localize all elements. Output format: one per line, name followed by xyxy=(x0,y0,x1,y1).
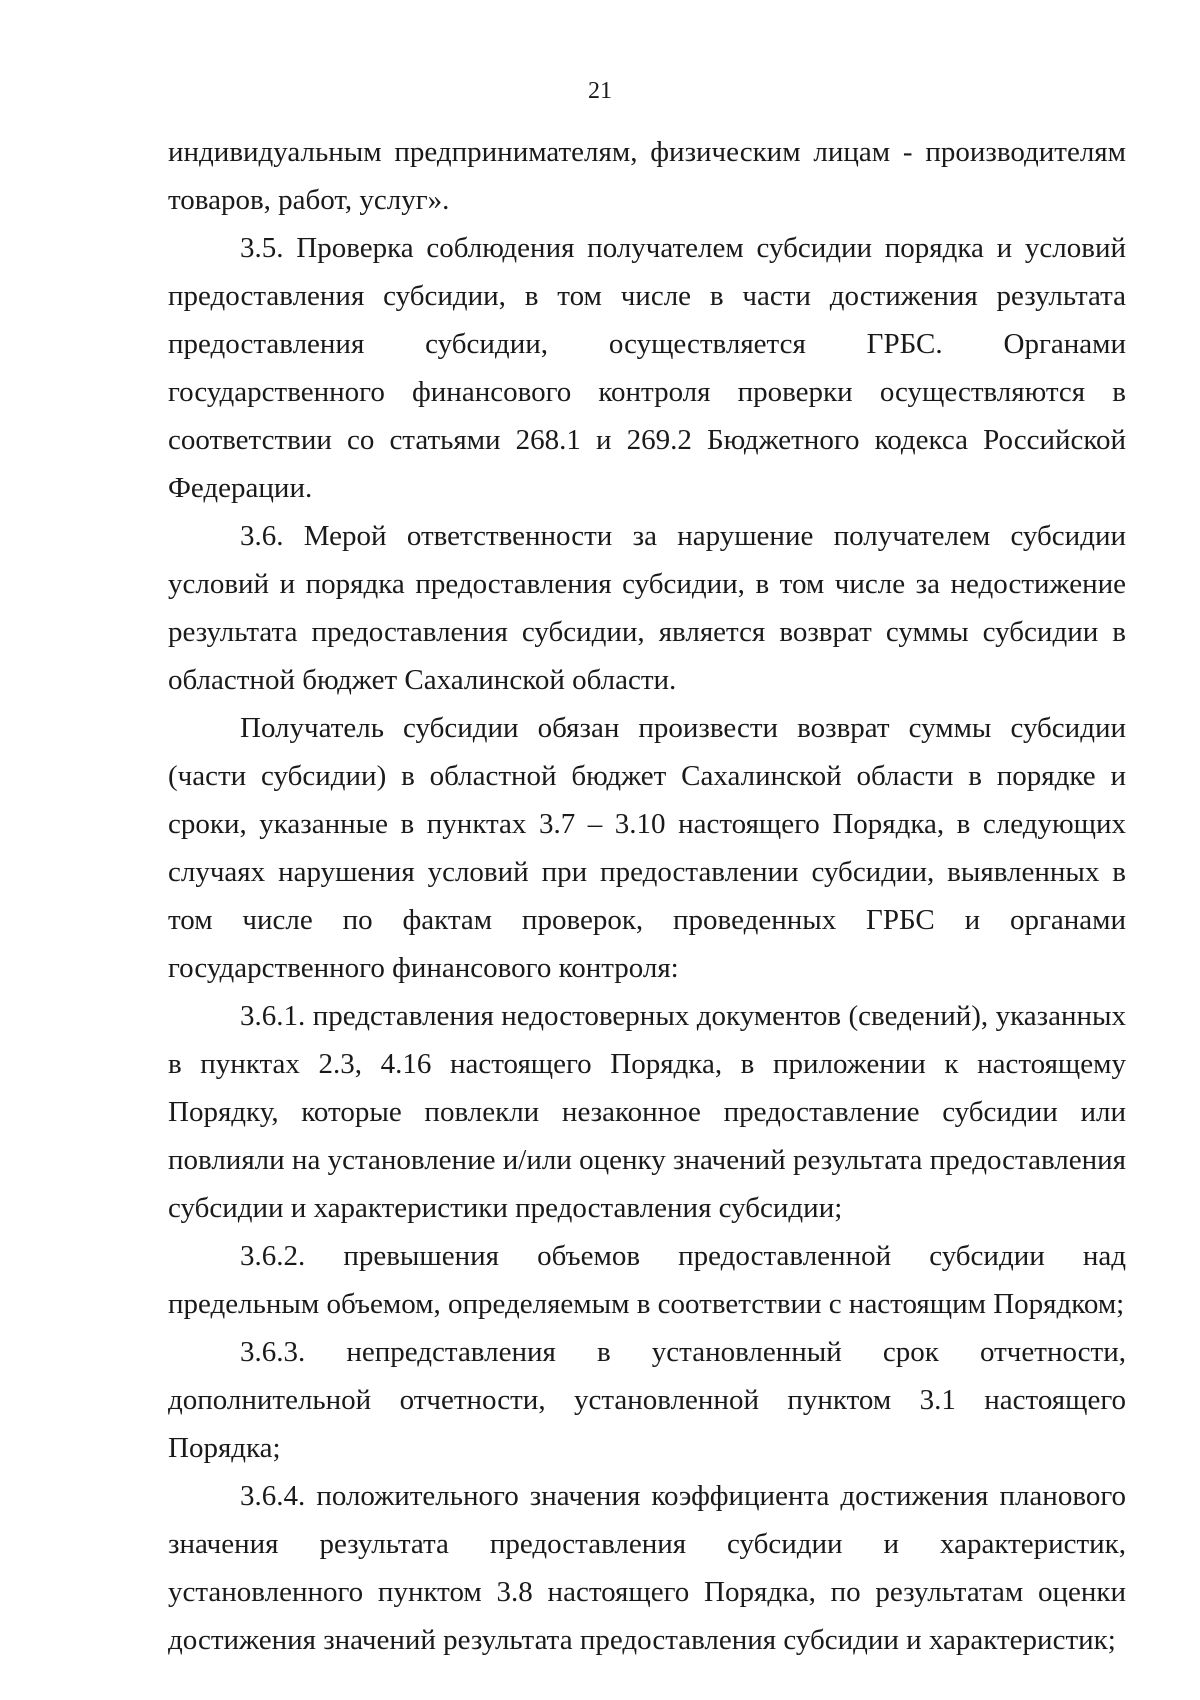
paragraph-3-6: 3.6. Мерой ответственности за нарушение получателем субсидии условий и порядка предоставления субсидии, в том числе за недостижение результата предоставления субсидии, является возврат суммы субсидии в областной бюджет Сахалинской области. xyxy=(168,520,1126,696)
paragraph-3-5: 3.5. Проверка соблюдения получателем субсидии порядка и условий предоставления субсидии, в том числе в части достижения результата предоставления субсидии, осуществляется ГРБС. Органами государственного финансового контроля проверки осуществляются в соответствии со статьями 268.1 и 269.2 Бюджетного кодекса Российской Федерации. xyxy=(168,232,1126,504)
paragraph-3-6-3-line-1: 3.6.3. непредставления в установленный срок отчетности, xyxy=(240,1336,1126,1368)
paragraph-continuation: индивидуальным предпринимателям, физическим лицам - производителям товаров, работ, услуг». xyxy=(168,136,1126,216)
paragraph-3-6-1: 3.6.1. представления недостоверных документов (сведений), указанных в пунктах 2.3, 4.16 настоящего Порядка, в приложении к настоящему Порядку, которые повлекли незаконное предоставление субсидии или повлияли на установление и/или оценку значений результата предоставления субсидии и характеристики предоставления субсидии; xyxy=(168,1000,1126,1224)
page-number: 21 xyxy=(588,78,612,104)
paragraph-return-obligation: Получатель субсидии обязан произвести возврат суммы субсидии (части субсидии) в областной бюджет Сахалинской области в порядке и сроки, указанные в пунктах 3.7 – 3.10 настоящего Порядка, в следующих случаях нарушения условий при предоставлении субсидии, выявленных в том числе по фактам проверок, проведенных ГРБС и органами государственного финансового контроля: xyxy=(168,712,1126,984)
paragraph-3-6-4: 3.6.4. положительного значения коэффициента достижения планового значения результата предоставления субсидии и характеристик, установленного пунктом 3.8 настоящего Порядка, по результатам оценки достижения значений результата предоставления субсидии и характеристик; xyxy=(168,1480,1126,1656)
paragraph-3-6-3 xyxy=(168,1328,1126,1472)
document-body xyxy=(168,128,1126,1664)
paragraph-3-6-2: 3.6.2. превышения объемов предоставленной субсидии над предельным объемом, определяемым в соответствии с настоящим Порядком; xyxy=(168,1240,1126,1320)
paragraph-3-6-3-line-2: дополнительной отчетности, установленной пунктом 3.1 настоящего Порядка; xyxy=(168,1384,1126,1464)
